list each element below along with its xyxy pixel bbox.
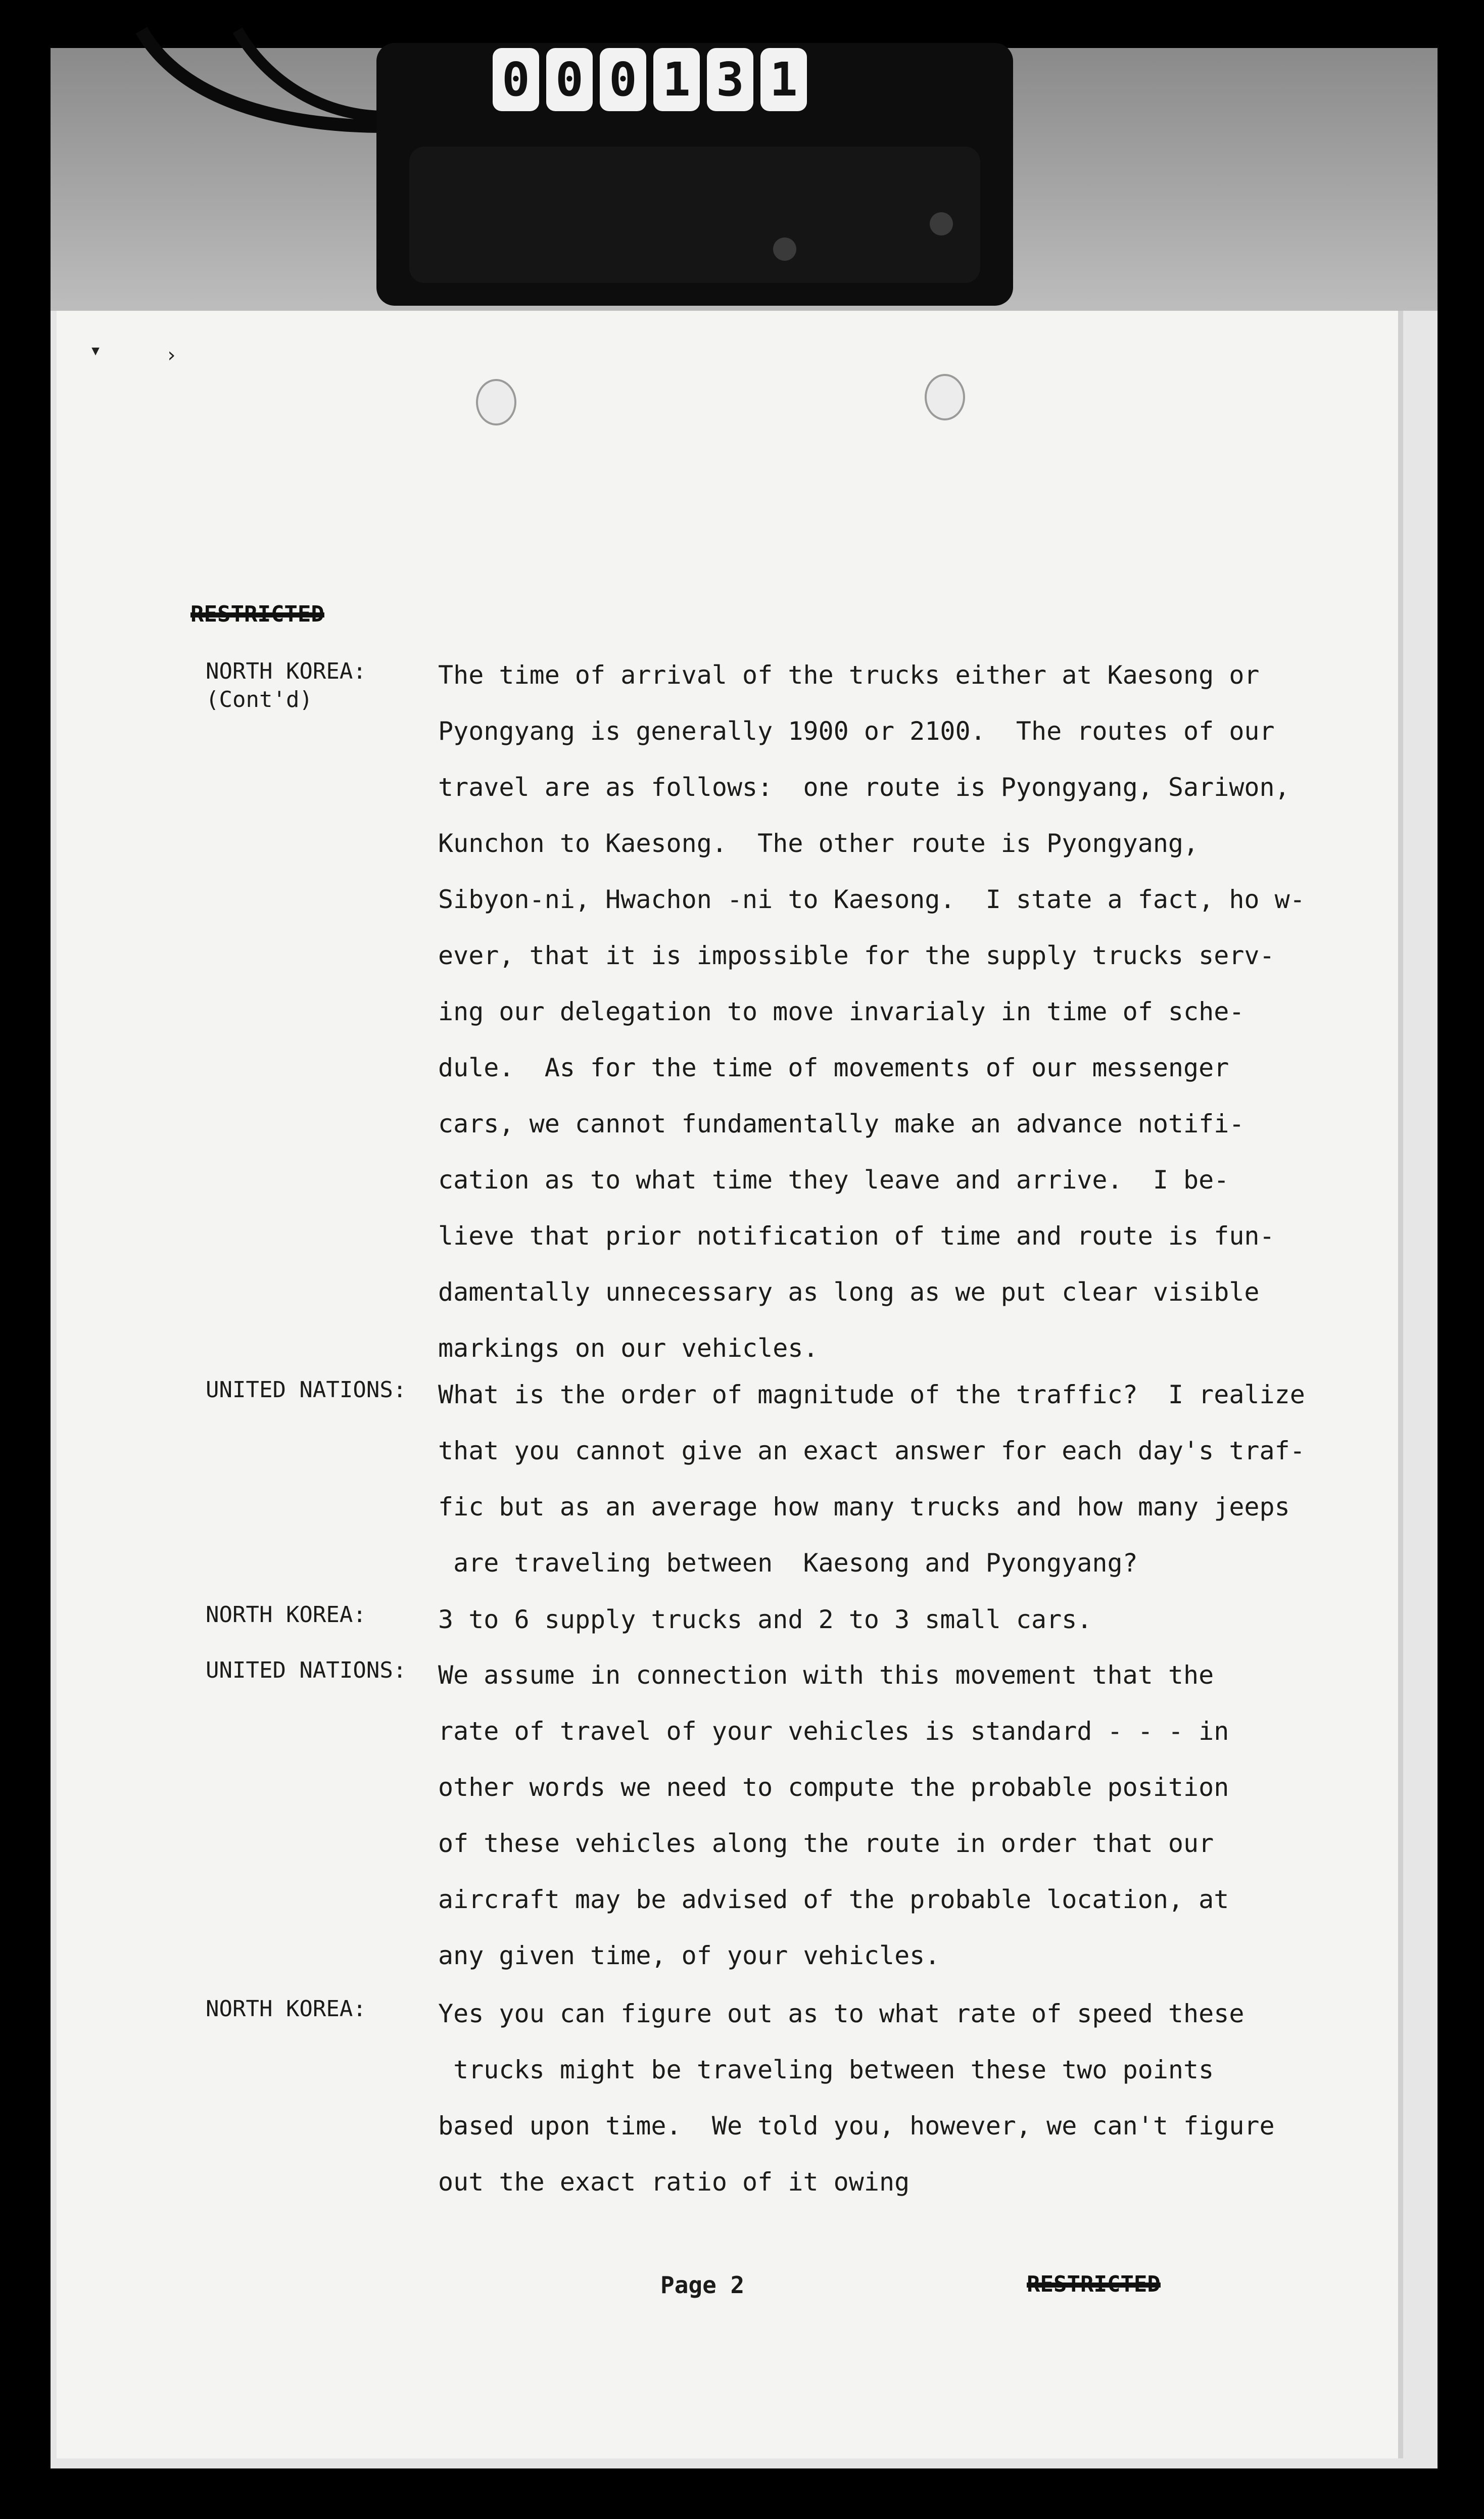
text-line: trucks might be traveling between these two points bbox=[438, 2055, 1214, 2084]
document-page bbox=[57, 311, 1398, 2458]
text-line: are traveling between Kaesong and Pyongyang? bbox=[438, 1548, 1138, 1578]
text-line: dule. As for the time of movements of our messenger bbox=[438, 1053, 1229, 1082]
speech-block bbox=[438, 1592, 1297, 1648]
text-line: travel are as follows: one route is Pyongyang, Sariwon, bbox=[438, 773, 1290, 802]
text-line: fic but as an average how many trucks and how many jeeps bbox=[438, 1492, 1290, 1522]
text-line: rate of travel of your vehicles is standard - - - in bbox=[438, 1717, 1229, 1746]
text-line: We assume in connection with this movement that the bbox=[438, 1660, 1214, 1690]
text-line: based upon time. We told you, however, we can't figure bbox=[438, 2111, 1275, 2141]
text-line: Kunchon to Kaesong. The other route is Pyongyang, bbox=[438, 829, 1199, 858]
speaker-label: UNITED NATIONS: bbox=[206, 1657, 407, 1683]
text-line: cars, we cannot fundamentally make an advance notifi- bbox=[438, 1109, 1244, 1138]
text-line: Yes you can figure out as to what rate of speed these bbox=[438, 1999, 1244, 2028]
counter-digit: 3 bbox=[707, 48, 753, 111]
speech-block bbox=[438, 1647, 1297, 1984]
counter-digit: 1 bbox=[653, 48, 700, 111]
scan-mark: ▾ bbox=[89, 339, 102, 362]
text-line: that you cannot give an exact answer for each day's traf- bbox=[438, 1436, 1305, 1465]
counter-screw bbox=[930, 212, 953, 235]
text-line: aircraft may be advised of the probable location, at bbox=[438, 1885, 1229, 1914]
classification-stamp-bottom: RESTRICTED bbox=[1027, 2271, 1161, 2297]
text-line: of these vehicles along the route in order that our bbox=[438, 1829, 1214, 1858]
text-line: 3 to 6 supply trucks and 2 to 3 small cars. bbox=[438, 1605, 1092, 1634]
frame-counter-bracket bbox=[409, 147, 980, 283]
speaker-label: UNITED NATIONS: bbox=[206, 1377, 407, 1403]
frame-counter-digits bbox=[493, 48, 846, 111]
text-line: ing our delegation to move invarialy in time of sche- bbox=[438, 997, 1244, 1026]
counter-digit: 0 bbox=[546, 48, 593, 111]
speaker-label: NORTH KOREA: bbox=[206, 1996, 366, 2022]
counter-digit: 0 bbox=[600, 48, 646, 111]
text-line: lieve that prior notification of time and route is fun- bbox=[438, 1221, 1275, 1251]
text-line: ever, that it is impossible for the supply trucks serv- bbox=[438, 941, 1275, 970]
text-line: Pyongyang is generally 1900 or 2100. The routes of our bbox=[438, 717, 1275, 746]
text-line: any given time, of your vehicles. bbox=[438, 1941, 940, 1970]
text-line: The time of arrival of the trucks either at Kaesong or bbox=[438, 660, 1260, 690]
scan-mark: › bbox=[165, 344, 178, 367]
page-number: Page 2 bbox=[660, 2271, 745, 2299]
classification-stamp-top: RESTRICTED bbox=[190, 601, 324, 627]
document-content bbox=[57, 311, 1398, 2458]
counter-digit: 1 bbox=[760, 48, 807, 111]
text-line: damentally unnecessary as long as we put clear visible bbox=[438, 1277, 1260, 1307]
text-line: cation as to what time they leave and arrive. I be- bbox=[438, 1165, 1229, 1195]
counter-screw bbox=[773, 237, 796, 261]
speech-block bbox=[438, 1986, 1297, 2210]
speaker-label: NORTH KOREA: bbox=[206, 1602, 366, 1628]
text-line: markings on our vehicles. bbox=[438, 1334, 819, 1363]
counter-digit: 0 bbox=[493, 48, 539, 111]
text-line: What is the order of magnitude of the traffic? I realize bbox=[438, 1380, 1305, 1409]
speech-block bbox=[438, 647, 1305, 1376]
text-line: other words we need to compute the probable position bbox=[438, 1773, 1229, 1802]
text-line: out the exact ratio of it owing bbox=[438, 2167, 910, 2197]
text-line: Sibyon-ni, Hwachon -ni to Kaesong. I state a fact, ho w- bbox=[438, 885, 1305, 914]
speaker-label: NORTH KOREA: (Cont'd) bbox=[206, 658, 366, 712]
speech-block bbox=[438, 1367, 1305, 1591]
